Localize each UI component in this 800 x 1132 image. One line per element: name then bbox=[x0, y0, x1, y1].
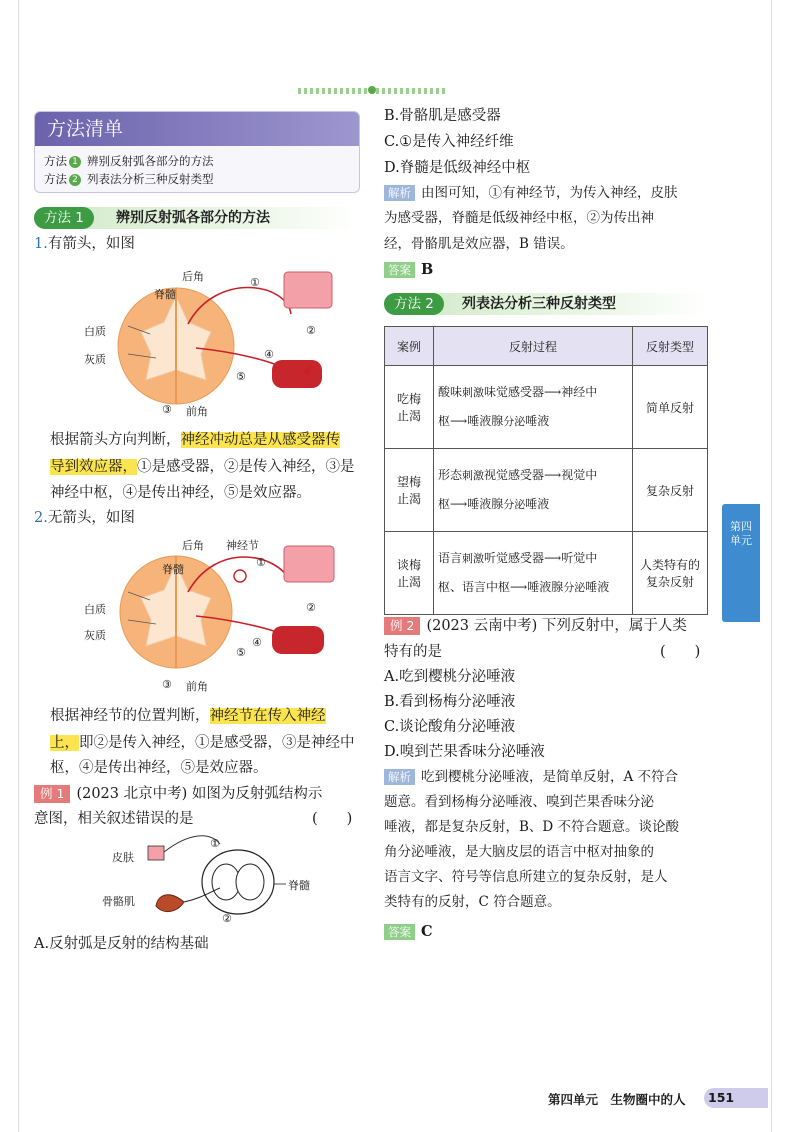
method-list-item-1: 方法 1 辨别反射弧各部分的方法 bbox=[44, 154, 214, 168]
daan-label: 答案 bbox=[384, 924, 415, 940]
example1-label-n1: ① bbox=[210, 837, 220, 850]
example1-question-line1: 例 1 (2023 北京中考) 如图为反射弧结构示 bbox=[34, 782, 322, 806]
example2-option-c: C.谈论酸角分泌唾液 bbox=[384, 719, 516, 735]
table-header: 反射过程 bbox=[434, 327, 633, 366]
fig1-label-n3: ③ bbox=[162, 403, 172, 416]
fig1-label-n5: ⑤ bbox=[236, 370, 246, 383]
table-header: 反射类型 bbox=[633, 327, 708, 366]
fig2-label-huizhi: 灰质 bbox=[84, 629, 106, 642]
method-list-box bbox=[34, 111, 360, 193]
fig2-label-n3: ③ bbox=[162, 678, 172, 691]
method1-explain-line1: 根据箭头方向判断，神经冲动总是从感受器传 bbox=[50, 432, 340, 448]
fig2-label-n5: ⑤ bbox=[236, 646, 246, 659]
fig1-label-houjiao: 后角 bbox=[182, 270, 204, 283]
example2-jiexi-1: 解析 吃到樱桃分泌唾液，是简单反射，A 不符合 bbox=[384, 765, 678, 790]
example2-option-d: D.嗅到芒果香味分泌唾液 bbox=[384, 744, 545, 760]
example2-jiexi-5: 语言文字、符号等信息所建立的复杂反射，是人 bbox=[384, 869, 668, 885]
table-row bbox=[385, 449, 708, 532]
method1-item1: 1.有箭头，如图 bbox=[34, 236, 135, 252]
unit-side-tab: 第四 单元 bbox=[722, 504, 760, 622]
fig1-label-n1: ① bbox=[250, 276, 260, 289]
fig2-label-houjiao: 后角 bbox=[182, 539, 204, 552]
table-cell-type: 人类特有的 复杂反射 bbox=[633, 532, 708, 615]
method-list-title: 方法清单 bbox=[35, 112, 359, 146]
table-cell-process: 酸味刺激味觉感受器⟶神经中 枢⟶唾液腺分泌唾液 bbox=[434, 366, 633, 449]
fig2-label-n1: ① bbox=[256, 556, 266, 569]
example2-jiexi-6: 类特有的反射，C 符合题意。 bbox=[384, 894, 561, 910]
footer-unit-title: 第四单元 生物圈中的人 bbox=[548, 1092, 686, 1107]
method1-tag: 方法 1 bbox=[34, 207, 94, 229]
number-badge: 1 bbox=[69, 156, 81, 168]
method1-banner bbox=[34, 207, 358, 229]
example1-label-pifu: 皮肤 bbox=[112, 851, 134, 864]
example1-option-d: D.脊髓是低级神经中枢 bbox=[384, 160, 531, 176]
example1-option-b: B.骨骼肌是感受器 bbox=[384, 108, 501, 124]
example1-answer: 答案 B bbox=[384, 258, 433, 282]
example1-label-n2: ② bbox=[222, 912, 232, 925]
reflex-type-table bbox=[384, 326, 708, 615]
reflex-arc-figure-2 bbox=[76, 542, 366, 692]
example1-jiexi-2: 为感受器，脊髓是低级神经中枢，②为传出神 bbox=[384, 210, 654, 226]
method2-tag: 方法 2 bbox=[384, 293, 444, 315]
method2-explain-line2: 上，即②是传入神经，①是感受器，③是神经中 bbox=[50, 735, 355, 751]
table-cell-type: 复杂反射 bbox=[633, 449, 708, 532]
example2-question-line2: 特有的是 bbox=[384, 644, 442, 660]
example1-badge: 例 1 bbox=[34, 785, 70, 803]
number-badge: 2 bbox=[69, 174, 81, 186]
example2-answer: 答案 C bbox=[384, 920, 433, 944]
example2-jiexi-3: 唾液，都是复杂反射，B、D 不符合题意。谈论酸 bbox=[384, 819, 680, 835]
table-header: 案例 bbox=[385, 327, 434, 366]
method1-item2: 2.无箭头，如图 bbox=[34, 510, 135, 526]
fig1-label-huizhi: 灰质 bbox=[84, 353, 106, 366]
fig2-label-shenjingjie: 神经节 bbox=[226, 539, 259, 552]
method1-explain-line2: 导到效应器，①是感受器，②是传入神经，③是 bbox=[50, 459, 355, 475]
table-row bbox=[385, 532, 708, 615]
fig2-label-jisui: 脊髓 bbox=[162, 563, 184, 576]
method1-title: 辨别反射弧各部分的方法 bbox=[116, 210, 270, 226]
method2-explain-line1: 根据神经节的位置判断，神经节在传入神经 bbox=[50, 708, 326, 724]
table-cell-process: 语言刺激听觉感受器⟶听觉中 枢、语言中枢⟶唾液腺分泌唾液 bbox=[434, 532, 633, 615]
example1-label-jisui: 脊髓 bbox=[288, 879, 310, 892]
example2-badge: 例 2 bbox=[384, 617, 420, 635]
page-number: 151 bbox=[704, 1088, 768, 1108]
method-list-item-2: 方法 2 列表法分析三种反射类型 bbox=[44, 172, 214, 186]
example2-question-line1: 例 2 (2023 云南中考) 下列反射中，属于人类 bbox=[384, 614, 687, 638]
fig2-label-n4: ④ bbox=[252, 636, 262, 649]
daan-label: 答案 bbox=[384, 262, 415, 278]
example1-answer-paren: ( ) bbox=[312, 811, 353, 827]
table-header-row bbox=[385, 327, 708, 366]
table-cell-case: 谈梅 止渴 bbox=[385, 532, 434, 615]
method2-title: 列表法分析三种反射类型 bbox=[462, 296, 616, 312]
table-cell-case: 吃梅 止渴 bbox=[385, 366, 434, 449]
example1-jiexi-3: 经，骨骼肌是效应器，B 错误。 bbox=[384, 236, 574, 252]
fig1-label-qianjiao: 前角 bbox=[186, 405, 208, 418]
example2-answer-paren: ( ) bbox=[660, 644, 701, 660]
reflex-arc-figure-1 bbox=[76, 262, 366, 422]
jiexi-label: 解析 bbox=[384, 185, 415, 201]
example2-option-a: A.吃到樱桃分泌唾液 bbox=[384, 669, 516, 685]
fig2-label-baizhi: 白质 bbox=[84, 603, 106, 616]
fig1-label-n2: ② bbox=[306, 324, 316, 337]
example2-jiexi-2: 题意。看到杨梅分泌唾液、嗅到芒果香味分泌 bbox=[384, 794, 654, 810]
example1-option-a: A.反射弧是反射的结构基础 bbox=[34, 936, 209, 952]
table-cell-type: 简单反射 bbox=[633, 366, 708, 449]
fig1-label-jisui: 脊髓 bbox=[154, 288, 176, 301]
example1-jiexi-1: 解析 由图可知，①有神经节，为传入神经，皮肤 bbox=[384, 181, 678, 206]
example1-label-guge: 骨骼肌 bbox=[102, 895, 135, 908]
example1-option-c: C.①是传入神经纤维 bbox=[384, 134, 514, 150]
example1-question-line2: 意图，相关叙述错误的是 bbox=[34, 811, 194, 827]
method2-banner bbox=[384, 293, 708, 315]
example2-jiexi-4: 角分泌唾液，是大脑皮层的语言中枢对抽象的 bbox=[384, 844, 654, 860]
jiexi-label: 解析 bbox=[384, 769, 415, 785]
fig1-label-baizhi: 白质 bbox=[84, 325, 106, 338]
fig1-label-n4: ④ bbox=[264, 348, 274, 361]
table-cell-case: 望梅 止渴 bbox=[385, 449, 434, 532]
fig2-label-n2: ② bbox=[306, 601, 316, 614]
table-cell-process: 形态刺激视觉感受器⟶视觉中 枢⟶唾液腺分泌唾液 bbox=[434, 449, 633, 532]
fig2-label-qianjiao: 前角 bbox=[186, 680, 208, 693]
decorative-dot-center bbox=[368, 86, 376, 94]
example2-option-b: B.看到杨梅分泌唾液 bbox=[384, 694, 516, 710]
method2-explain-line3: 枢，④是传出神经，⑤是效应器。 bbox=[50, 760, 268, 776]
table-row bbox=[385, 366, 708, 449]
method1-explain-line3: 神经中枢，④是传出神经，⑤是效应器。 bbox=[50, 485, 311, 501]
